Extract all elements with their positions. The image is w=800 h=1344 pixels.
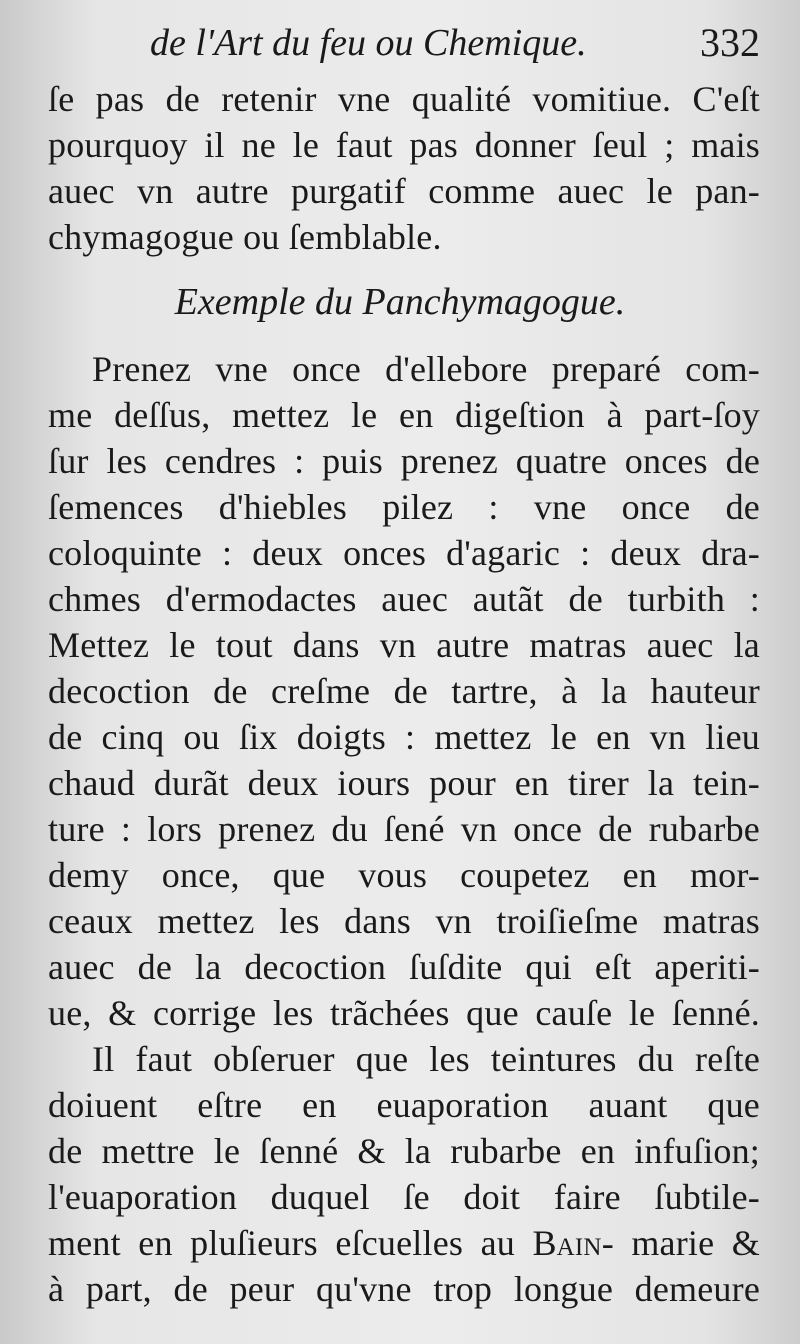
text-line: coloquinte : deux onces d'agaric : deux dra- [48,533,760,573]
page-number: 332 [700,20,760,65]
text-line: ture : lors prenez du ſené vn once de rubarbe [48,809,760,849]
text-line: ſur les cendres : puis prenez quatre onces de [48,441,760,481]
text-line [48,1220,760,1266]
text-line: decoction de creſme de tartre, à la hauteur [48,671,760,711]
text-line: ceaux mettez les dans vn troiſieſme matras [48,901,760,941]
text-line: pourquoy il ne le faut pas donner ſeul ; mais [48,125,760,165]
text-line: demy once, que vous coupetez en mor- [48,855,760,895]
text-line: chmes d'ermodactes auec autãt de turbith : [48,579,760,619]
text-segment: ment en pluſieurs eſcuelles au [48,1223,533,1263]
text-line: ſe pas de retenir vne qualité vomitiue. C'eſt [48,79,760,119]
text-line: ue, & corrige les trãchées que cauſe le ſenné. [48,993,760,1033]
text-line: auec vn autre purgatif comme auec le pan- [48,171,760,211]
section-heading: Exemple du Panchymagogue. [174,281,626,323]
text-line: à part, de peur qu'vne trop longue demeure [48,1269,760,1309]
text-line: ſemences d'hiebles pilez : vne once de [48,487,760,527]
text-line: Il faut obſeruer que les teintures du reſte [92,1039,760,1079]
text-line: l'euaporation duquel ſe doit faire ſubtile- [48,1177,760,1217]
running-head [150,18,760,68]
running-title: de l'Art du feu ou Chemique. [150,22,587,64]
text-line: auec de la decoction ſuſdite qui eſt aperiti- [48,947,760,987]
text-line: de mettre le ſenné & la rubarbe en infuſion; [48,1131,760,1171]
text-line: de cinq ou ſix doigts : mettez le en vn lieu [48,717,760,757]
text-line: chymagogue ou ſemblable. [48,217,442,257]
text-line: Mettez le tout dans vn autre matras auec la [48,625,760,665]
text-line: chaud durãt deux iours pour en tirer la tein- [48,763,760,803]
text-line: doiuent eſtre en euaporation auant que [48,1085,760,1125]
text-line: me deſſus, mettez le en digeſtion à part-ſoy [48,395,760,435]
text-line: Prenez vne once d'ellebore preparé com- [92,349,760,389]
text-segment: - marie & [601,1223,760,1263]
small-caps-word: Bain [532,1223,602,1263]
